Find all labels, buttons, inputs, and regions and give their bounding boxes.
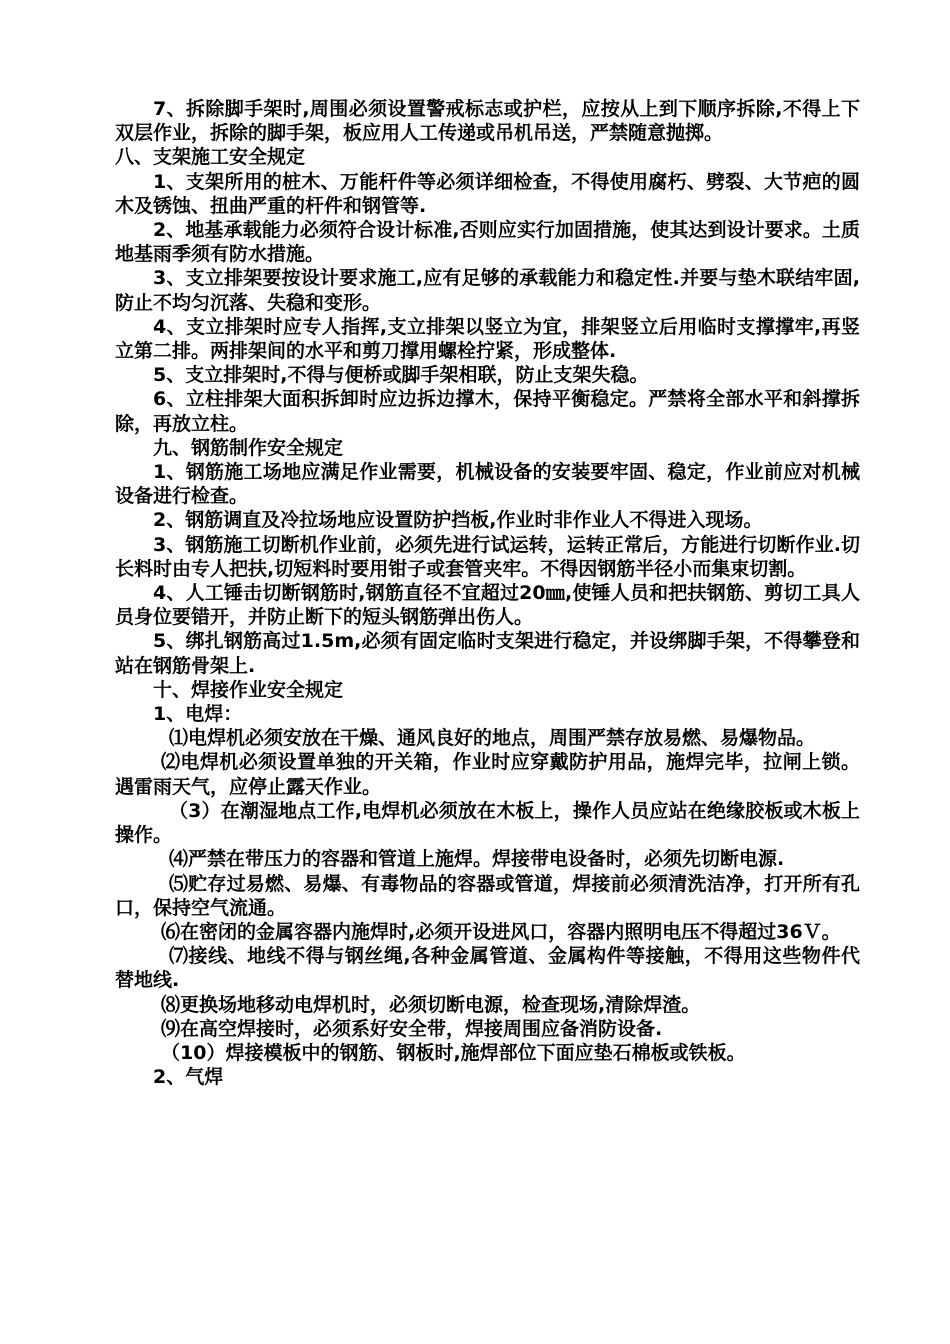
- section-heading-rebar: 九、钢筋制作安全规定: [153, 436, 344, 459]
- paragraph-welding-item-9: ⑼在高空焊接时，必须系好安全带，焊接周围应备消防设备.: [161, 1017, 663, 1040]
- document-page: [115, 97, 860, 1089]
- paragraph-welding-item-5: ⑸贮存过易燃、易爆、有毒物品的容器或管道，焊接前必须清洗洁净，打开所有孔口，保持空气流通。: [115, 872, 860, 919]
- paragraph-support-2: 2、地基承载能力必须符合设计标准,否则应实行加固措施，使其达到设计要求。土质地基雨季须有防水措施。: [115, 219, 860, 266]
- paragraph-electric-welding: 1、电焊：: [153, 703, 243, 726]
- paragraph-rebar-4: 4、人工锤击切断钢筋时,钢筋直径不宜超过20㎜,使锤人员和把扶钢筋、剪切工具人员身位要错开，并防止断下的短头钢筋弹出伤人。: [115, 582, 860, 629]
- paragraph-support-1: 1、支架所用的桩木、万能杆件等必须详细检查，不得使用腐朽、劈裂、大节疤的圆木及锈蚀、扭曲严重的杆件和钢管等.: [115, 170, 860, 217]
- paragraph-welding-item-10: （10）焊接模板中的钢筋、钢板时,施焊部位下面应垫石棉板或铁板。: [161, 1041, 746, 1064]
- paragraph-support-6: 6、立柱排架大面积拆卸时应边拆边撑木，保持平衡稳定。严禁将全部水平和斜撑拆除，再放立柱。: [115, 388, 860, 435]
- paragraph-welding-item-1: ⑴电焊机必须安放在干燥、通风良好的地点，周围严禁存放易燃、易爆物品。: [169, 727, 816, 750]
- paragraph-rebar-3: 3、钢筋施工切断机作业前，必须先进行试运转，运转正常后，方能进行切断作业.切长料时由专人把扶,切短料时要用钳子或套管夹牢。不得因钢筋半径小而集束切割。: [115, 533, 860, 580]
- paragraph-rebar-1: 1、钢筋施工场地应满足作业需要，机械设备的安装要牢固、稳定，作业前应对机械设备进行检查。: [115, 461, 860, 508]
- section-heading-welding: 十、焊接作业安全规定: [153, 678, 344, 701]
- paragraph-welding-item-7: ⑺接线、地线不得与钢丝绳,各种金属管道、金属构件等接触，不得用这些物件代替地线.: [115, 945, 860, 992]
- section-heading-support: 八、支架施工安全规定: [115, 146, 306, 169]
- paragraph-support-5: 5、支立排架时,不得与便桥或脚手架相联，防止支架失稳。: [153, 364, 649, 387]
- paragraph-welding-item-3: （3）在潮湿地点工作,电焊机必须放在木板上，操作人员应站在绝缘胶板或木板上操作。: [115, 799, 860, 847]
- paragraph-welding-item-6: ⑹在密闭的金属容器内施焊时,必须开设进风口，容器内照明电压不得超过36Ｖ。: [161, 920, 841, 943]
- paragraph-welding-item-8: ⑻更换场地移动电焊机时，必须切断电源，检查现场,清除焊渣。: [161, 993, 701, 1016]
- paragraph-welding-item-2: ⑵电焊机必须设置单独的开关箱，作业时应穿戴防护用品，施焊完毕，拉闸上锁。遇雷雨天气，应停止露天作业。: [115, 751, 860, 798]
- paragraph-support-3: 3、支立排架要按设计要求施工,应有足够的承载能力和稳定性.并要与垫木联结牢固,防止不均匀沉落、失稳和变形。: [115, 267, 860, 314]
- paragraph-gas-welding: 2、气焊: [153, 1066, 224, 1089]
- paragraph-rebar-5: 5、绑扎钢筋高过1.5m,必须有固定临时支架进行稳定，并设绑脚手架，不得攀登和站在钢筋骨架上.: [115, 630, 860, 677]
- paragraph-scaffold-removal: 7、拆除脚手架时,周围必须设置警戒标志或护栏，应按从上到下顺序拆除,不得上下双层作业，拆除的脚手架，板应用人工传递或吊机吊送，严禁随意抛掷。: [115, 98, 860, 145]
- paragraph-support-4: 4、支立排架时应专人指挥,支立排架以竖立为宜，排架竖立后用临时支撑撑牢,再竖立第二排。两排架间的水平和剪刀撑用螺栓拧紧，形成整体.: [115, 315, 860, 363]
- paragraph-rebar-2: 2、钢筋调直及冷拉场地应设置防护挡板,作业时非作业人不得进入现场。: [153, 509, 763, 532]
- paragraph-welding-item-4: ⑷严禁在带压力的容器和管道上施焊。焊接带电设备时，必须先切断电源.: [169, 848, 785, 871]
